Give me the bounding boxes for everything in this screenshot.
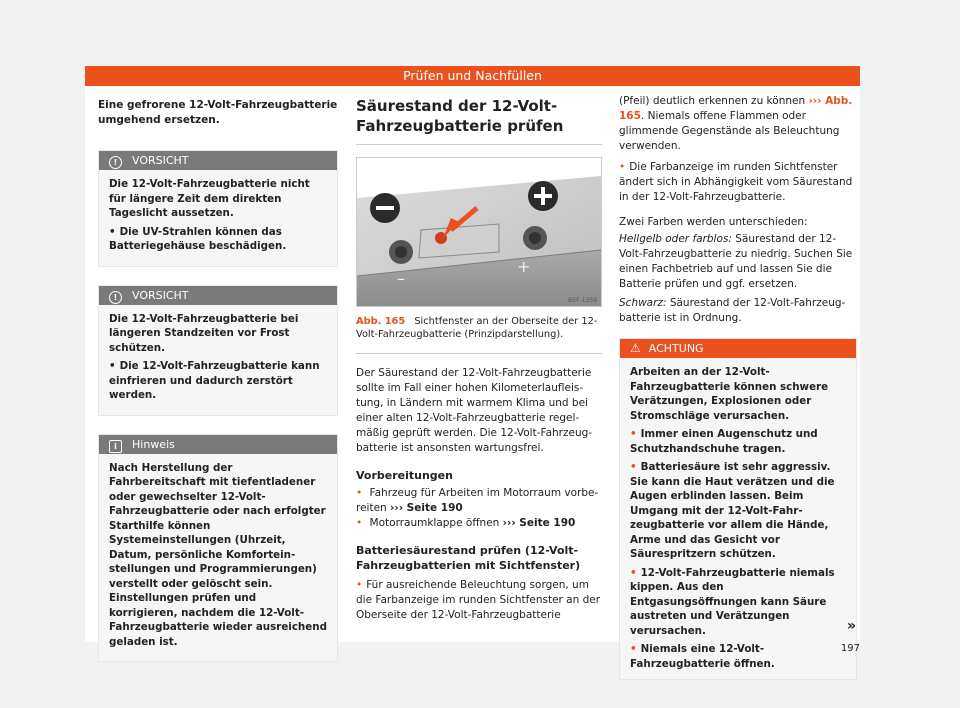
caution-header xyxy=(99,151,337,170)
continue-mark: » xyxy=(846,618,856,634)
prep-item-1: • Fahrzeug für Arbeiten im Motorraum vorbereiten ››› Seite 190 xyxy=(356,486,602,516)
page-header: Prüfen und Nachfüllen xyxy=(85,66,860,86)
warning-label: ACHTUNG xyxy=(648,342,704,355)
check-item-1: • Für ausreichende Beleuchtung sorgen, um die Farbanzeige im runden Sichtfenster an der Oberseite der 12-Volt-Fahrzeugbatterie xyxy=(356,578,602,623)
caution-bullet: • Die UV-Strahlen können das Batteriegehäuse beschädigen. xyxy=(109,225,327,254)
prep-item-2: • Motorraumklappe öffnen ››› Seite 190 xyxy=(356,516,602,531)
caution-header xyxy=(99,286,337,305)
warning-text: Arbeiten an der 12-Volt-Fahrzeugbatterie können schwere Verätzungen, Explosionen oder Stromschläge verursachen. xyxy=(630,366,829,422)
intro-text: Eine gefrorene 12-Volt-Fahrzeugbatterie umgehend ersetzen. xyxy=(98,99,338,126)
subheading-check: Batteriesäurestand prüfen (12-Volt-Fahrzeugbatterien mit Sichtfenster) xyxy=(356,544,581,572)
paragraph: Der Säurestand der 12-Volt-Fahrzeugbatterie sollte im Fall einer hohen Kilometerlaufleistung, in Ländern mit warmem Klima und bei einer alten 12-Volt-Fahrzeugbatterie regelmäßig geprüft werden. Die 12-Volt-Fahrzeugbatterie ist ansonsten wartungsfrei. xyxy=(356,367,593,454)
subheading-preparations: Vorbereitungen xyxy=(356,469,453,482)
svg-text:+: + xyxy=(517,257,531,276)
section-title: Säurestand der 12-Volt-Fahrzeugbatterie prüfen xyxy=(356,96,602,145)
figure-code: B5F-1359 xyxy=(568,297,597,304)
battery-illustration xyxy=(357,158,601,306)
warning-box xyxy=(619,338,857,680)
caution-icon: ! xyxy=(109,291,122,304)
page-link[interactable]: ››› Seite 190 xyxy=(390,502,463,514)
caution-icon: ! xyxy=(109,156,122,169)
warning-bullet: • Niemals eine 12-Volt-Fahrzeugbatterie öffnen. xyxy=(630,642,846,671)
note-text: Nach Herstellung der Fahrbereitschaft mit tiefentladener oder gewechselter 12-Volt-Fahrzeugbatterie oder nach erfolgter Starthilfe können Systemeinstellungen (Uhrzeit, Datum, persönliche Komforteinstellungen und Programmierungen) verstellt oder gelöscht sein. Einstellungen prüfen und korrigieren, nachdem die 12-Volt-Fahrzeugbatterie wieder ausreichend geladen ist. xyxy=(109,461,327,648)
column-middle xyxy=(356,98,602,623)
battery-figure xyxy=(356,157,602,307)
figure-caption xyxy=(356,315,602,354)
caution-text: Die 12-Volt-Fahrzeugbatterie nicht für längere Zeit dem direkten Tageslicht aussetzen. xyxy=(109,178,310,219)
warning-bullet: • 12-Volt-Fahrzeugbatterie niemals kippen. Aus den Entgasungsöffnungen kann Säure austreten und Verätzungen verursachen. xyxy=(630,566,846,639)
warning-header xyxy=(620,339,856,358)
note-box xyxy=(98,434,338,663)
caption-text: Sichtfenster an der Oberseite der 12-Volt-Fahrzeugbatterie (Prinzipdarstellung). xyxy=(356,316,598,340)
continued-text: (Pfeil) deutlich erkennen zu können ››› Abb. 165. Niemals offene Flammen oder glimmende Gegenstände als Beleuchtung verwenden. xyxy=(619,95,853,152)
note-header xyxy=(99,435,337,454)
caution-label: VORSICHT xyxy=(132,154,189,167)
warning-icon: ⚠ xyxy=(630,341,641,355)
definition-black: Schwarz: Säurestand der 12-Volt-Fahrzeugbatterie ist in Ordnung. xyxy=(619,297,846,324)
caution-label: VORSICHT xyxy=(132,288,189,302)
caution-text: Die 12-Volt-Fahrzeugbatterie bei längeren Standzeiten vor Frost schützen. xyxy=(109,312,299,354)
manual-page xyxy=(85,66,860,670)
colors-intro: Zwei Farben werden unterschieden: xyxy=(619,216,808,228)
caution-box-1 xyxy=(98,150,338,267)
color-bullet: • Die Farbanzeige im runden Sichtfenster ändert sich in Abhängigkeit vom Säurestand in der 12-Volt-Fahrzeugbatterie. xyxy=(619,160,857,205)
warning-bullet: • Batteriesäure ist sehr aggressiv. Sie kann die Haut verätzen und die Augen erblinden lassen. Beim Umgang mit der 12-Volt-Fahrzeugbatterie vor allem die Hände, Arme und das Gesicht vor Säurespritzern schützen. xyxy=(630,460,846,562)
column-left xyxy=(98,98,338,662)
figure-link[interactable]: ››› Abb. 165 xyxy=(619,95,853,122)
definition-yellow: Hellgelb oder farblos: Säurestand der 12-Volt-Fahrzeugbatterie zu niedrig. Suchen Sie einen Fachbetrieb auf und lassen Sie die Batterie prüfen und ggf. ersetzen. xyxy=(619,233,853,290)
caution-box-2 xyxy=(98,285,338,416)
info-icon: i xyxy=(109,440,122,453)
svg-text:–: – xyxy=(397,269,405,288)
page-number: 197 xyxy=(840,643,860,654)
caption-ref: Abb. 165 xyxy=(356,316,406,327)
warning-bullet: • Immer einen Augenschutz und Schutzhandschuhe tragen. xyxy=(630,427,846,456)
caution-bullet: • Die 12-Volt-Fahrzeugbatterie kann einfrieren und dadurch zerstört werden. xyxy=(109,359,327,403)
page-link[interactable]: ››› Seite 190 xyxy=(502,517,576,529)
column-right xyxy=(619,95,857,680)
note-label: Hinweis xyxy=(132,437,175,451)
